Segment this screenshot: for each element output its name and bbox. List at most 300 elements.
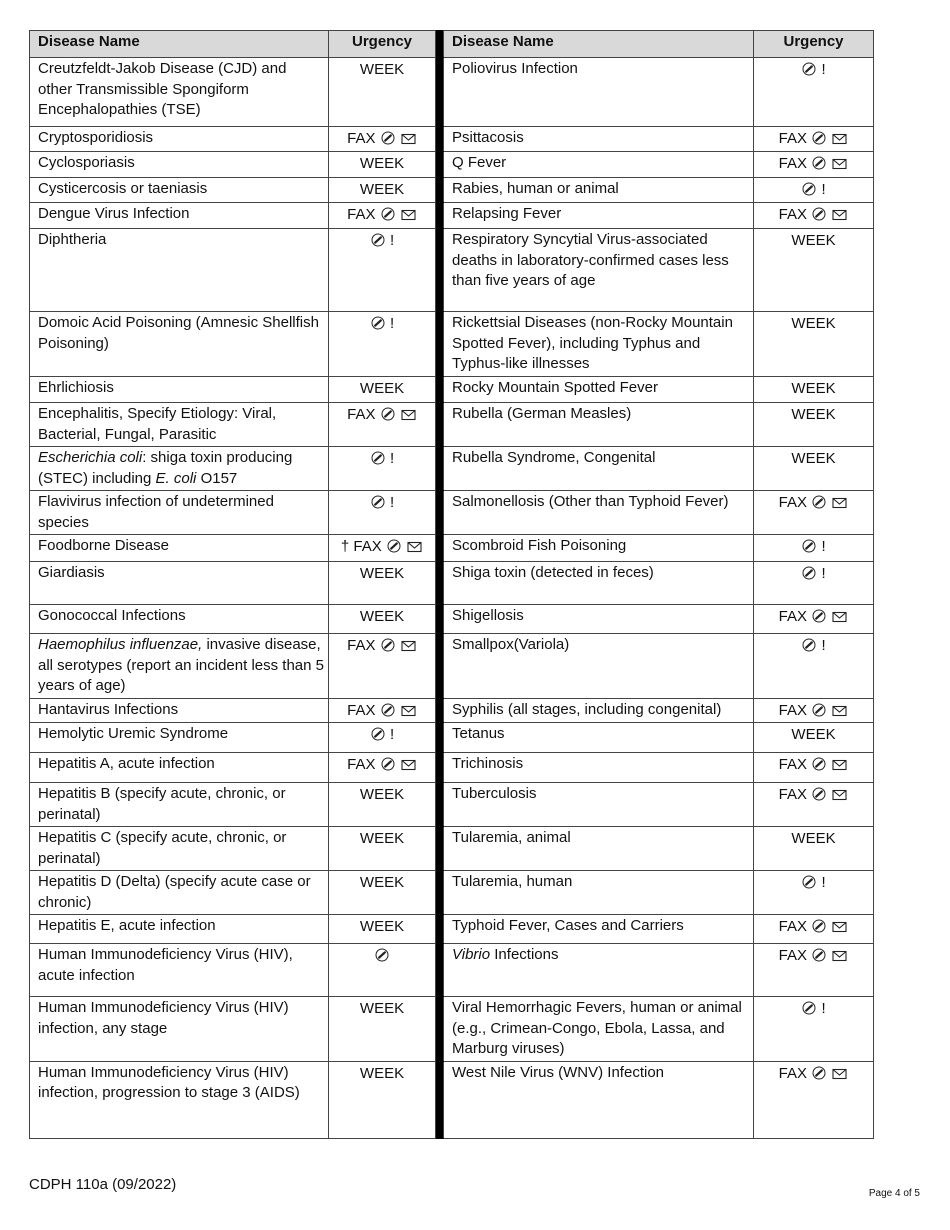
urgency-immediate-mark: ! — [821, 61, 826, 78]
disease-name-cell — [444, 944, 754, 997]
phone-icon — [802, 638, 816, 652]
table-row — [30, 377, 874, 403]
header-urgency-left: Urgency — [329, 31, 436, 58]
phone-icon — [371, 495, 385, 509]
phone-icon — [802, 539, 816, 553]
urgency-cell — [329, 491, 436, 535]
disease-name-cell — [444, 535, 754, 562]
urgency-cell — [754, 605, 874, 634]
disease-name-part: Creutzfeldt-Jakob Disease (CJD) and other Transmissible Spongiform Encephalopathies (TSE) — [38, 60, 287, 118]
disease-table-container — [29, 30, 873, 1139]
table-header-row — [30, 31, 874, 58]
disease-name-part: Hemolytic Uremic Syndrome — [38, 725, 229, 742]
disease-name-part: Respiratory Syncytial Virus-associated deaths in laboratory-confirmed cases less than five years of age — [452, 231, 729, 289]
reportable-diseases-table — [29, 30, 874, 1139]
urgency-cell — [754, 698, 874, 723]
envelope-icon — [832, 759, 847, 771]
header-disease-name-right: Disease Name — [444, 31, 754, 58]
phone-icon — [371, 727, 385, 741]
urgency-cell — [754, 178, 874, 203]
column-divider — [436, 698, 444, 723]
disease-name-part: Typhoid Fever, Cases and Carriers — [452, 917, 684, 934]
disease-name-cell — [30, 827, 329, 871]
column-divider — [436, 127, 444, 152]
column-divider — [436, 827, 444, 871]
table-row — [30, 447, 874, 491]
disease-name-part: Gonococcal Infections — [38, 607, 186, 624]
dagger-mark: † — [340, 538, 350, 555]
disease-name-part: : shiga toxin producing (STEC) including — [38, 449, 293, 487]
phone-icon — [812, 131, 826, 145]
envelope-icon — [401, 640, 416, 652]
urgency-cell — [754, 634, 874, 699]
urgency-cell — [754, 562, 874, 605]
urgency-cell — [329, 605, 436, 634]
disease-name-part: Encephalitis, Specify Etiology: Viral, Bacterial, Fungal, Parasitic — [38, 405, 277, 443]
urgency-cell — [329, 58, 436, 127]
column-divider — [436, 447, 444, 491]
disease-name-part: Rickettsial Diseases (non-Rocky Mountain Spotted Fever), including Typhus and Typhus-like illnesses — [452, 314, 733, 372]
disease-name-cell — [30, 753, 329, 783]
urgency-fax: FAX — [347, 756, 376, 773]
table-row — [30, 312, 874, 377]
disease-name-part: Shiga toxin (detected in feces) — [452, 564, 654, 581]
urgency-week: WEEK — [359, 786, 405, 803]
disease-name-part: Tularemia, human — [452, 873, 573, 890]
disease-name-part: Dengue Virus Infection — [38, 205, 190, 222]
urgency-immediate-mark: ! — [390, 315, 395, 332]
urgency-cell — [754, 58, 874, 127]
phone-icon — [812, 757, 826, 771]
urgency-week: WEEK — [359, 380, 405, 397]
disease-name-part: Infections — [490, 946, 559, 963]
phone-icon — [371, 451, 385, 465]
table-row — [30, 1061, 874, 1138]
urgency-cell — [754, 723, 874, 753]
column-divider — [436, 58, 444, 127]
urgency-cell — [329, 783, 436, 827]
table-row — [30, 605, 874, 634]
urgency-cell — [329, 229, 436, 312]
urgency-fax: FAX — [778, 756, 807, 773]
disease-name-part: West Nile Virus (WNV) Infection — [452, 1063, 664, 1081]
urgency-cell — [329, 698, 436, 723]
disease-name-cell — [444, 1061, 754, 1138]
envelope-icon — [832, 789, 847, 801]
table-row — [30, 178, 874, 203]
urgency-cell — [754, 1061, 874, 1138]
urgency-fax: FAX — [778, 130, 807, 147]
disease-name-cell — [30, 698, 329, 723]
form-number: CDPH 110a (09/2022) — [29, 1176, 177, 1193]
disease-name-cell — [444, 491, 754, 535]
phone-icon — [375, 948, 389, 962]
urgency-fax: FAX — [778, 947, 807, 964]
column-divider — [436, 997, 444, 1062]
envelope-icon — [832, 133, 847, 145]
urgency-cell — [754, 535, 874, 562]
envelope-icon — [401, 759, 416, 771]
urgency-immediate-mark: ! — [390, 232, 395, 249]
phone-icon — [387, 539, 401, 553]
disease-name-part: Human Immunodeficiency Virus (HIV), acute infection — [38, 946, 293, 984]
urgency-immediate-mark: ! — [390, 726, 395, 743]
disease-name-cell — [30, 377, 329, 403]
urgency-cell — [754, 127, 874, 152]
urgency-cell — [329, 447, 436, 491]
disease-name-part: Flavivirus infection of undetermined species — [38, 493, 274, 531]
disease-name-part: Smallpox(Variola) — [452, 636, 570, 653]
disease-name-cell — [30, 997, 329, 1062]
disease-name-part: Rubella (German Measles) — [452, 405, 632, 422]
urgency-immediate-mark: ! — [821, 538, 826, 555]
disease-name-part: Tetanus — [452, 725, 505, 742]
urgency-week: WEEK — [359, 61, 405, 78]
urgency-week: WEEK — [359, 874, 405, 891]
envelope-icon — [832, 611, 847, 623]
urgency-cell — [329, 562, 436, 605]
disease-name-cell — [444, 562, 754, 605]
disease-name-cell — [30, 723, 329, 753]
disease-name-cell — [30, 203, 329, 229]
urgency-week: WEEK — [791, 726, 836, 743]
disease-name-cell — [444, 58, 754, 127]
phone-icon — [802, 1001, 816, 1015]
urgency-cell — [329, 753, 436, 783]
table-row — [30, 997, 874, 1062]
urgency-cell — [754, 447, 874, 491]
table-row — [30, 152, 874, 178]
column-divider — [436, 377, 444, 403]
envelope-icon — [401, 409, 416, 421]
table-row — [30, 915, 874, 944]
urgency-cell — [754, 827, 874, 871]
urgency-cell — [329, 127, 436, 152]
phone-icon — [802, 566, 816, 580]
disease-name-part: Cryptosporidiosis — [38, 129, 154, 146]
urgency-fax: FAX — [347, 206, 376, 223]
envelope-icon — [832, 497, 847, 509]
column-divider — [436, 178, 444, 203]
column-divider — [436, 783, 444, 827]
urgency-week: WEEK — [791, 450, 836, 467]
urgency-fax: FAX — [347, 406, 376, 423]
column-divider — [436, 312, 444, 377]
disease-name-cell — [444, 827, 754, 871]
disease-name-cell — [30, 944, 329, 997]
column-divider — [436, 753, 444, 783]
table-row — [30, 723, 874, 753]
table-row — [30, 535, 874, 562]
disease-name-part: Hepatitis E, acute infection — [38, 917, 216, 934]
disease-name-cell — [30, 535, 329, 562]
disease-name-cell — [30, 403, 329, 447]
disease-name-cell — [30, 783, 329, 827]
urgency-cell — [329, 723, 436, 753]
disease-name-cell — [444, 229, 754, 312]
urgency-cell — [329, 871, 436, 915]
table-body — [30, 58, 874, 1139]
urgency-week: WEEK — [359, 565, 405, 582]
phone-icon — [802, 875, 816, 889]
disease-name-cell — [444, 723, 754, 753]
disease-name-cell — [444, 178, 754, 203]
urgency-cell — [754, 944, 874, 997]
disease-name-part: Escherichia coli — [38, 449, 143, 466]
phone-icon — [802, 62, 816, 76]
phone-icon — [381, 757, 395, 771]
column-divider — [436, 605, 444, 634]
urgency-cell — [329, 203, 436, 229]
urgency-cell — [329, 1061, 436, 1138]
disease-name-part: Foodborne Disease — [38, 537, 169, 554]
disease-name-cell — [444, 634, 754, 699]
urgency-cell — [329, 152, 436, 178]
disease-name-cell — [444, 915, 754, 944]
column-divider — [436, 915, 444, 944]
disease-name-part: Shigellosis — [452, 607, 524, 624]
disease-name-part: Giardiasis — [38, 564, 105, 581]
urgency-cell — [754, 997, 874, 1062]
urgency-cell — [329, 634, 436, 699]
disease-name-cell — [444, 403, 754, 447]
disease-name-part: Haemophilus influenzae, — [38, 636, 203, 653]
envelope-icon — [832, 1068, 847, 1080]
urgency-immediate-mark: ! — [821, 565, 826, 582]
urgency-immediate-mark: ! — [390, 494, 395, 511]
table-row — [30, 58, 874, 127]
disease-name-part: Relapsing Fever — [452, 205, 562, 222]
header-urgency-right: Urgency — [754, 31, 874, 58]
disease-name-cell — [444, 447, 754, 491]
urgency-cell — [754, 312, 874, 377]
envelope-icon — [832, 209, 847, 221]
disease-name-cell — [30, 229, 329, 312]
disease-name-part: invasive disease, all serotypes (report an incident less than 5 years of age) — [38, 636, 324, 694]
urgency-week: WEEK — [791, 830, 836, 847]
disease-name-part: Tuberculosis — [452, 785, 537, 802]
column-divider — [436, 152, 444, 178]
disease-name-part: O157 — [196, 469, 238, 487]
disease-name-part: Diphtheria — [38, 231, 107, 248]
urgency-cell — [754, 403, 874, 447]
phone-icon — [371, 233, 385, 247]
disease-name-part: Scombroid Fish Poisoning — [452, 537, 627, 554]
table-row — [30, 944, 874, 997]
urgency-cell — [754, 753, 874, 783]
disease-name-part: Hantavirus Infections — [38, 700, 179, 718]
urgency-fax: FAX — [778, 786, 807, 803]
disease-name-part: Ehrlichiosis — [38, 379, 114, 396]
table-row — [30, 229, 874, 312]
phone-icon — [812, 948, 826, 962]
disease-name-part: Rabies, human or animal — [452, 180, 619, 197]
urgency-fax: FAX — [347, 637, 376, 654]
urgency-cell — [329, 377, 436, 403]
urgency-immediate-mark: ! — [821, 181, 826, 198]
disease-name-cell — [30, 152, 329, 178]
phone-icon — [812, 1066, 826, 1080]
urgency-cell — [754, 152, 874, 178]
table-row — [30, 698, 874, 723]
disease-name-cell — [444, 377, 754, 403]
disease-name-part: Rocky Mountain Spotted Fever — [452, 379, 658, 396]
phone-icon — [812, 703, 826, 717]
urgency-week: WEEK — [359, 155, 405, 172]
urgency-cell — [754, 203, 874, 229]
column-divider — [436, 723, 444, 753]
urgency-cell — [329, 915, 436, 944]
column-divider — [436, 634, 444, 699]
urgency-week: WEEK — [791, 406, 836, 423]
disease-name-cell — [30, 178, 329, 203]
page-number: Page 4 of 5 — [868, 1188, 920, 1199]
phone-icon — [812, 609, 826, 623]
urgency-immediate-mark: ! — [390, 450, 395, 467]
disease-name-part: Cysticercosis or taeniasis — [38, 180, 208, 197]
table-row — [30, 827, 874, 871]
disease-name-cell — [30, 447, 329, 491]
urgency-cell — [754, 491, 874, 535]
urgency-cell — [754, 229, 874, 312]
urgency-immediate-mark: ! — [821, 1000, 826, 1017]
envelope-icon — [401, 705, 416, 717]
disease-name-part: Syphilis (all stages, including congenital) — [452, 700, 722, 718]
urgency-cell — [754, 915, 874, 944]
urgency-cell — [329, 997, 436, 1062]
phone-icon — [812, 207, 826, 221]
disease-name-cell — [30, 312, 329, 377]
column-divider — [436, 535, 444, 562]
envelope-icon — [401, 133, 416, 145]
urgency-fax: FAX — [778, 206, 807, 223]
disease-name-cell — [444, 152, 754, 178]
urgency-cell — [754, 377, 874, 403]
disease-name-part: Cyclosporiasis — [38, 154, 135, 171]
disease-name-cell — [444, 871, 754, 915]
urgency-cell — [329, 403, 436, 447]
disease-name-cell — [30, 127, 329, 152]
urgency-fax: FAX — [347, 130, 376, 147]
urgency-week: WEEK — [791, 232, 836, 249]
urgency-cell — [329, 944, 436, 997]
urgency-fax: FAX — [778, 155, 807, 172]
phone-icon — [371, 316, 385, 330]
urgency-fax: FAX — [778, 608, 807, 625]
disease-name-cell — [30, 915, 329, 944]
column-divider — [436, 229, 444, 312]
envelope-icon — [832, 950, 847, 962]
table-row — [30, 203, 874, 229]
phone-icon — [381, 207, 395, 221]
disease-name-part: Rubella Syndrome, Congenital — [452, 449, 656, 466]
envelope-icon — [832, 921, 847, 933]
disease-name-part: Poliovirus Infection — [452, 60, 578, 77]
urgency-immediate-mark: ! — [821, 637, 826, 654]
urgency-week: WEEK — [791, 315, 836, 332]
disease-name-part: Salmonellosis (Other than Typhoid Fever) — [452, 493, 729, 510]
urgency-fax: FAX — [778, 1064, 807, 1082]
phone-icon — [381, 407, 395, 421]
disease-name-cell — [444, 698, 754, 723]
disease-name-cell — [444, 312, 754, 377]
phone-icon — [812, 495, 826, 509]
phone-icon — [812, 787, 826, 801]
urgency-week: WEEK — [359, 608, 405, 625]
phone-icon — [381, 131, 395, 145]
phone-icon — [381, 703, 395, 717]
phone-icon — [381, 638, 395, 652]
urgency-fax: FAX — [778, 918, 807, 935]
column-divider — [436, 491, 444, 535]
disease-name-part: Psittacosis — [452, 129, 524, 146]
disease-name-part: Human Immunodeficiency Virus (HIV) infection, any stage — [38, 999, 289, 1037]
disease-name-part: Human Immunodeficiency Virus (HIV) infection, progression to stage 3 (AIDS) — [38, 1063, 300, 1101]
column-divider — [436, 562, 444, 605]
urgency-cell — [329, 827, 436, 871]
column-divider — [436, 871, 444, 915]
urgency-week: WEEK — [359, 830, 405, 847]
disease-name-cell — [30, 562, 329, 605]
urgency-cell — [329, 312, 436, 377]
urgency-immediate-mark: ! — [821, 874, 826, 891]
disease-name-part: Viral Hemorrhagic Fevers, human or animal (e.g., Crimean-Congo, Ebola, Lassa, and Marburg viruses) — [452, 999, 742, 1057]
column-divider — [436, 1061, 444, 1138]
urgency-week: WEEK — [359, 181, 405, 198]
disease-name-cell — [30, 1061, 329, 1138]
disease-name-cell — [30, 58, 329, 127]
disease-name-part: Vibrio — [452, 946, 491, 963]
envelope-icon — [832, 158, 847, 170]
table-row — [30, 871, 874, 915]
phone-icon — [812, 919, 826, 933]
header-disease-name-left: Disease Name — [30, 31, 329, 58]
urgency-week: WEEK — [359, 1064, 405, 1082]
envelope-icon — [407, 541, 422, 553]
urgency-fax: FAX — [353, 538, 382, 555]
envelope-icon — [401, 209, 416, 221]
disease-name-cell — [30, 605, 329, 634]
phone-icon — [812, 156, 826, 170]
urgency-cell — [754, 871, 874, 915]
disease-name-cell — [444, 783, 754, 827]
table-row — [30, 783, 874, 827]
disease-name-part: E. coli — [155, 469, 197, 487]
table-row — [30, 634, 874, 699]
table-row — [30, 127, 874, 152]
urgency-week: WEEK — [791, 380, 836, 397]
column-divider — [436, 31, 444, 58]
disease-name-part: Tularemia, animal — [452, 829, 571, 846]
disease-name-part: Trichinosis — [452, 755, 524, 772]
urgency-fax: FAX — [347, 701, 376, 719]
urgency-week: WEEK — [359, 918, 405, 935]
table-row — [30, 562, 874, 605]
disease-name-cell — [444, 203, 754, 229]
urgency-week: WEEK — [359, 1000, 405, 1017]
urgency-cell — [329, 535, 436, 562]
urgency-cell — [329, 178, 436, 203]
column-divider — [436, 203, 444, 229]
disease-name-cell — [444, 997, 754, 1062]
urgency-fax: FAX — [778, 494, 807, 511]
table-row — [30, 403, 874, 447]
disease-name-cell — [30, 871, 329, 915]
disease-name-part: Hepatitis C (specify acute, chronic, or perinatal) — [38, 829, 287, 867]
disease-name-part: Hepatitis D (Delta) (specify acute case or chronic) — [38, 873, 311, 911]
table-row — [30, 491, 874, 535]
disease-name-part: Hepatitis B (specify acute, chronic, or perinatal) — [38, 785, 286, 823]
